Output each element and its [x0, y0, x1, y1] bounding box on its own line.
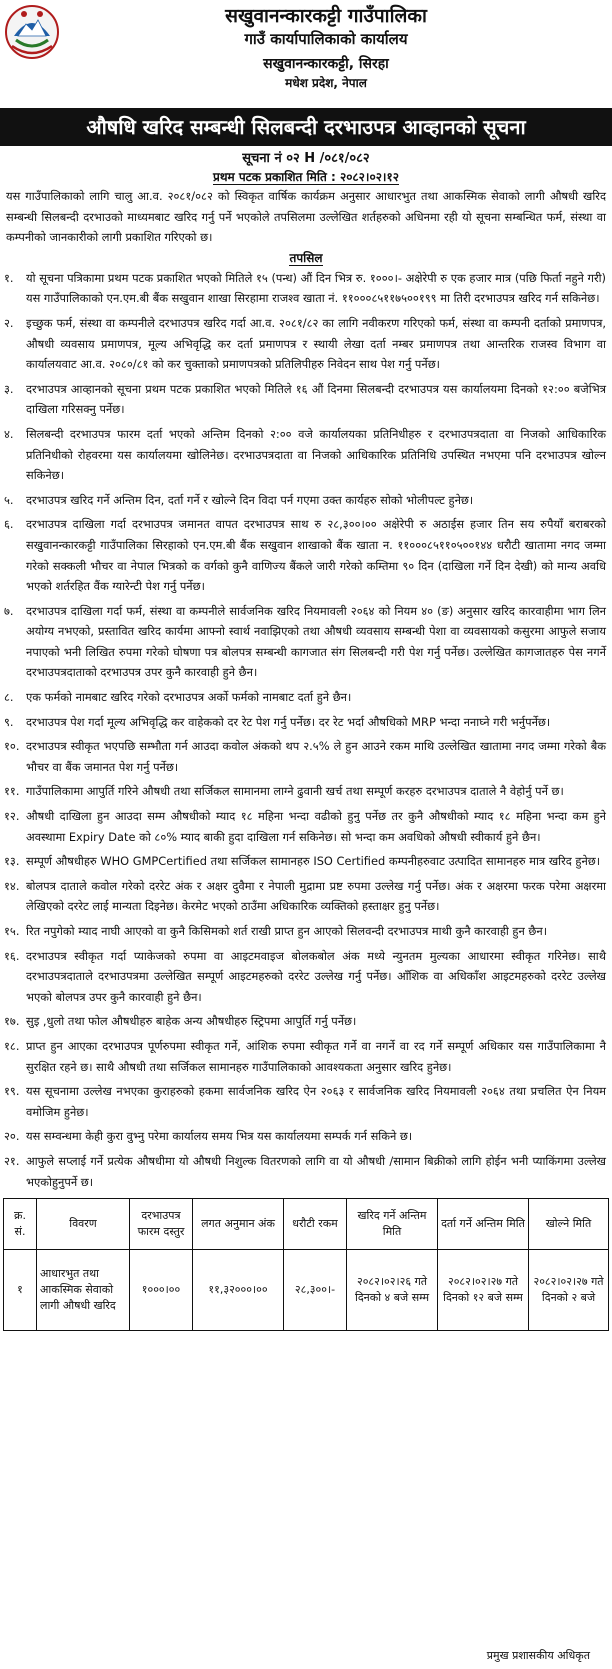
clause-item	[4, 921, 606, 942]
signatory-title: प्रमुख प्रशासकीय अधिकृत	[486, 1649, 590, 1662]
nepal-emblem-icon	[4, 2, 60, 62]
clause-item	[4, 876, 606, 917]
publication-date	[0, 168, 612, 186]
clause-number: ११.	[4, 784, 20, 799]
clause-text: यस सम्वन्धमा केही कुरा वुभ्नु परेमा कार्यालय समय भित्र यस कार्यालयमा सम्पर्क गर्न सकिने छ।	[26, 1129, 413, 1144]
bid-details-table	[3, 1198, 609, 1331]
clause-item	[4, 806, 606, 847]
clause-number: १३.	[4, 854, 20, 869]
clause-item	[4, 313, 606, 375]
clause-text: दरभाउपत्र पेश गर्दा मूल्य अभिवृद्धि कर वाहेकको दर रेट पेश गर्नु पर्नेछ। दर रेट भर्दा औषधिको MRP भन्दा ननाघ्ने गरी भर्नुपर्नेछ।	[26, 714, 551, 729]
clause-item	[4, 268, 606, 309]
clause-text: रित नपुगेको म्याद नाघी आएको वा कुनै किसिमको शर्त राखी प्राप्त हुन आएको सिलवन्दी दरभाउपत्र माथी कुनै कारवाही हुन छैन।	[26, 924, 548, 938]
clause-item	[4, 712, 606, 733]
clause-number: १८.	[4, 1038, 20, 1053]
cell-description: आधारभुत तथा आकस्मिक सेवाको लागी औषधी खरिद	[37, 1250, 130, 1331]
clause-item	[4, 601, 606, 683]
clause-text: दरभाउपत्र दाखिला गर्दा फर्म, संस्था वा कम्पनीले सार्वजनिक खरिद नियमावली २०६४ को नियम ४० (ङ) अनुसार खरिद कारवाहीमा भाग लिन अयोग्य नभएको, प्रस्तावित खरिद कार्यमा आफ्नो स्वार्थ नवाझिएको तथा औषधी व्यवसाय सम्बन्धी पेशा वा व्यवसायको कसुरमा आफुले सजाय नपाएको भनी लिखित रुपमा गरेको घोषणा पत्र बोलपत्र सम्बन्धी कागजात संग सिलबन्दी गरी पेश गर्नु पर्नेछ। उल्लेखित कागजातहरु पेस नगर्ने दरभाउपत्रदाताको दरभाउपत्र उपर कुनै कारवाही हुने छैन।	[26, 603, 606, 680]
clause-number: ६.	[4, 517, 14, 532]
table-header-row	[4, 1199, 609, 1250]
clause-item	[4, 851, 606, 872]
clause-number: २१.	[4, 1153, 20, 1168]
clause-text: औषधी दाखिला हुन आउदा सम्म औषधीको म्याद १८ महिना भन्दा वढीको हुनु पर्नेछ तर कुनै औषधीको म्याद १८ महिना भन्दा कम हुने अवस्थामा Expiry Date को ८०% म्याद बाकी हुदा दाखिला गर्न सकिनेछ। सो भन्दा कम अवधिको औषधी स्वीकार्य हुने छैन।	[26, 809, 606, 844]
office-address: सखुवानन्कारकट्टी, सिरहा	[263, 56, 389, 72]
clause-number: २०.	[4, 1129, 20, 1144]
clause-number: १२.	[4, 809, 20, 824]
province-line: मधेश प्रदेश, नेपाल	[285, 76, 367, 90]
clause-text: दरभाउपत्र दाखिला गर्दा दरभाउपत्र जमानत वापत दरभाउपत्र साथ रु २८,३००।०० अक्षेरेपी रु अठाईस हजार तिन सय रुपैयाँ बराबरको सखुवानन्कारकट्टी गाउँपालिका सिरहाको एन.एम.बी बैंक सखुवान शाखाको बैंक खाता न. ११०००८५११०५००१४४ धरौटी खातामा नगद जम्मा गरेको सक्कली भौचर वा नेपाल भित्रको क वर्गको कुनै वाणिज्य बैंकले जारी गरेको कम्तिमा ९० दिन (दाखिला गर्ने दिन देखी) को मान्य अवधि भएको शर्तरहित वैंक ग्यारेन्टी पेश गर्नु पर्नेछ।	[26, 517, 606, 594]
letterhead	[0, 0, 612, 108]
clause-text: सुइ ,धुलो तथा फोल औषधीहरु बाहेक अन्य औषधीहरु स्ट्रिपमा आपुर्ति गर्नु पर्नेछ।	[26, 1014, 357, 1029]
clause-number: ४.	[4, 426, 14, 441]
clause-item	[4, 1011, 606, 1032]
clause-number: ३.	[4, 381, 14, 396]
clause-number: ८.	[4, 690, 14, 705]
col-header-deposit: धरौटी रकम	[284, 1199, 347, 1250]
clause-number: १४.	[4, 878, 20, 893]
cell-serial: १	[4, 1250, 37, 1331]
intro-paragraph: यस गाउँपालिकाको लागि चालु आ.व. २०८१/०८२ को स्विकृत वार्षिक कार्यक्रम अनुसार आधारभुत तथा आकस्मिक सेवाको लागी औषधी खरिद सम्बन्धी सिलबन्दी दरभाउको माध्यमबाट खरिद गर्नु पर्ने भएकोले तपसिलमा उल्लेखित शर्तहरुको अधिनमा रही यो सूचना सम्बन्धित फर्म, संस्था वा कम्पनीको जानकारीको लागी प्रकाशित गरिएको छ।	[6, 189, 606, 245]
clause-item	[4, 1126, 606, 1147]
table-row	[4, 1250, 609, 1331]
clause-number: १९.	[4, 1084, 20, 1099]
col-header-description: विवरण	[37, 1199, 130, 1250]
cell-form-fee: १०००।००	[130, 1250, 193, 1331]
clause-list	[0, 268, 612, 1192]
clause-text: बोलपत्र दाताले कवोल गरेको दररेट अंक र अक्षर दुवैमा र नेपाली मुद्रामा प्रष्ट रुपमा उल्लेख गर्नु पर्नेछ। अंक र अक्षरमा फरक परेमा अक्षरमा लेखिएको दररेट लाई मान्यता दिइनेछ। केरमेट भएको ठाउँमा अधिकारिक व्यक्तिको हस्ताक्षर हुनु पर्नेछ।	[26, 878, 606, 914]
clause-number: १०.	[4, 739, 20, 754]
clause-text: आफुले सप्लाई गर्ने प्रत्येक औषधीमा यो औषधी निशुल्क वितरणको लागि वा यो औषधी /सामान बिक्रीको लागि होईन भनी प्याकिंगमा उल्लेख भएकोहुनुपर्ने छ।	[26, 1153, 606, 1189]
clause-text: गाउँपालिकामा आपुर्ति गरिने औषधी तथा सर्जिकल सामानमा लाग्ने ढुवानी खर्च तथा सम्पूर्ण करहरु दरभाउपत्र दाताले नै वेहोर्नु पर्ने छ।	[26, 784, 564, 799]
clause-number: ५.	[4, 492, 14, 507]
cell-opening-date: २०८२।०२।२७ गते दिनको २ बजे	[529, 1250, 609, 1331]
clause-text: दरभाउपत्र खरिद गर्ने अन्तिम दिन, दर्ता गर्ने र खोल्ने दिन विदा पर्न गएमा उक्त कार्यहरु सोको भोलीपल्ट हुनेछ।	[26, 492, 474, 507]
cell-registration-deadline: २०८२।०२।२७ गते दिनको १२ बजे सम्म	[438, 1250, 529, 1331]
clause-item	[4, 946, 606, 1008]
col-header-cost-estimate: लगत अनुमान अंक	[193, 1199, 284, 1250]
details-heading-text: तपसिल	[289, 250, 323, 265]
clause-number: १५.	[4, 924, 20, 938]
clause-item	[4, 687, 606, 708]
cell-cost-estimate: ११,३२०००।००	[193, 1250, 284, 1331]
clause-text: दरभाउपत्र स्वीकृत गर्दा प्याकेजको रुपमा वा आइटमवाइज बोलकबोल अंक मध्ये न्युनतम मुल्यका आधारमा स्वीकृत गरिनेछ। साथै दरभाउपत्रदाताले दरभाउपत्रमा उल्लेखित सम्पूर्ण आइटमहरुको दररेट उल्लेख गर्नु पर्नेछ। आँशिक वा अधिकाँश आइटमहरुको दररेट उल्लेख भएको बोलपत्र उपर कुनै कारवाही हुने छैन।	[26, 948, 606, 1004]
clause-text: सिलबन्दी दरभाउपत्र फारम दर्ता भएको अन्तिम दिनको २:०० वजे कार्यालयका प्रतिनिधीहरु र दरभाउपत्रदाता वा निजको आधिकारिक प्रतिनिधीको रोहवरमा यस कार्यालयमा खोलिनेछ। दरभाउपत्रदाता वा निजको आधिकारिक प्रतिनिधि उपस्थित नभएमा पनि दरभाउपत्र खोल्न सकिनेछ।	[26, 426, 606, 483]
col-header-purchase-deadline: खरिद गर्ने अन्तिम मिति	[347, 1199, 438, 1250]
clause-item	[4, 1036, 606, 1077]
clause-text: यो सूचना पत्रिकामा प्रथम पटक प्रकाशित भएको मितिले १५ (पन्ध) औं दिन भित्र रु. १०००।- अक्षेरेपी रु एक हजार मात्र (पछि फिर्ता नहुने गरी) यस गाउँपालिकाको एन.एम.बी बैंक सखुवान शाखा सिरहामा राजश्व खाता नं. ११०००८५११७५००१९९ मा तिरी दरभाउपत्र खरिद गर्न सकिनेछ।	[26, 270, 606, 306]
cell-purchase-deadline: २०८२।०२।२६ गते दिनको ४ बजे सम्म	[347, 1250, 438, 1331]
clause-item	[4, 736, 606, 777]
clause-item	[4, 514, 606, 596]
clause-text: एक फर्मको नामबाट खरिद गरेको दरभाउपत्र अर्को फर्मको नामबाट दर्ता हुने छैन।	[26, 690, 352, 705]
clause-text: दरभाउपत्र आव्हानको सूचना प्रथम पटक प्रकाशित भएको मितिले १६ औं दिनमा सिलबन्दी दरभाउपत्र यस कार्यालयमा दिनको १२:०० बजेभित्र दाखिला गरिसक्नु पर्नेछ।	[26, 381, 606, 417]
clause-item	[4, 1081, 606, 1122]
clause-text: इच्छुक फर्म, संस्था वा कम्पनीले दरभाउपत्र खरिद गर्दा आ.व. २०८१/८२ का लागि नवीकरण गरिएको फर्म, संस्था वा कम्पनी दर्ताको प्रमाणपत्र, औषधी व्यवसाय प्रमाणपत्र, मूल्य अभिवृद्धि कर दर्ता प्रमाणपत्र र स्थायी लेखा दर्ता नम्बर प्रमाणपत्र तथा आन्तरिक राजस्व विभाग वा कार्यालयवाट आ.व. २०८०/८१ को कर चुक्ताको प्रमाणपत्रको प्रतिलिपीहरु निवेदन साथ पेश गर्नु पर्नेछ।	[26, 315, 606, 372]
publication-date-text: प्रथम पटक प्रकाशित मिति : २०८२।०२।१२	[213, 170, 399, 184]
col-header-serial: क्र. सं.	[4, 1199, 37, 1250]
office-name: गाउँ कार्यापालिकाको कार्यालय	[244, 30, 408, 48]
clause-item	[4, 781, 606, 802]
clause-item	[4, 379, 606, 420]
col-header-opening-date: खोल्ने मिति	[529, 1199, 609, 1250]
clause-item	[4, 424, 606, 486]
clause-item	[4, 1151, 606, 1192]
municipality-name: सखुवानन्कारकट्टी गाउँपालिका	[225, 5, 427, 27]
notice-title-banner: औषधि खरिद सम्बन्धी सिलबन्दी दरभाउपत्र आव्हानको सूचना	[0, 108, 612, 146]
clause-item	[4, 490, 606, 511]
clause-number: ९.	[4, 714, 14, 729]
cell-deposit: २८,३००।-	[284, 1250, 347, 1331]
notice-number: सूचना नं ०२ H /०८१/०८२	[242, 151, 370, 166]
details-heading	[0, 248, 612, 268]
col-header-form-fee: दरभाउपत्र फारम दस्तुर	[130, 1199, 193, 1250]
clause-text: दरभाउपत्र स्वीकृत भएपछि सम्भौता गर्न आउदा कवोल अंकको थप २.५% ले हुन आउने रकम माथि उल्लेखित खातामा नगद जम्मा गरेको बैक भौचर वा बैंक जमानत पेश गर्नु पर्नेछ।	[26, 739, 606, 774]
clause-number: ७.	[4, 603, 14, 618]
clause-number: १.	[4, 270, 14, 285]
clause-number: २.	[4, 315, 14, 330]
clause-text: प्राप्त हुन आएका दरभाउपत्र पूर्णरुपमा स्वीकृत गर्ने, आंशिक रुपमा स्वीकृत गर्ने वा नगर्ने वा रद गर्ने सम्पूर्ण अधिकार यस गाउँपालिकामा नै सुरक्षित रहने छ। साथै औषधी तथा सर्जिकल सामानहरु गाउँपालिकाको आवश्यकता अनुसार खरिद हुनेछ।	[26, 1038, 606, 1074]
clause-text: यस सूचनामा उल्लेख नभएका कुराहरुको हकमा सार्वजनिक खरिद ऐन २०६३ र सार्वजनिक खरिद नियमावली २०६४ तथा प्रचलित ऐन नियम वमोजिम हुनेछ।	[26, 1084, 606, 1119]
col-header-registration-deadline: दर्ता गर्ने अन्तिम मिति	[438, 1199, 529, 1250]
clause-text: सम्पूर्ण औषधीहरु WHO GMPCertified तथा सर्जिकल सामानहरु ISO Certified कम्पनीहरुवाट उत्पादित सामानहरु मात्र खरिद हुनेछ।	[26, 854, 601, 869]
clause-number: १६.	[4, 948, 20, 963]
clause-number: १७.	[4, 1014, 20, 1029]
